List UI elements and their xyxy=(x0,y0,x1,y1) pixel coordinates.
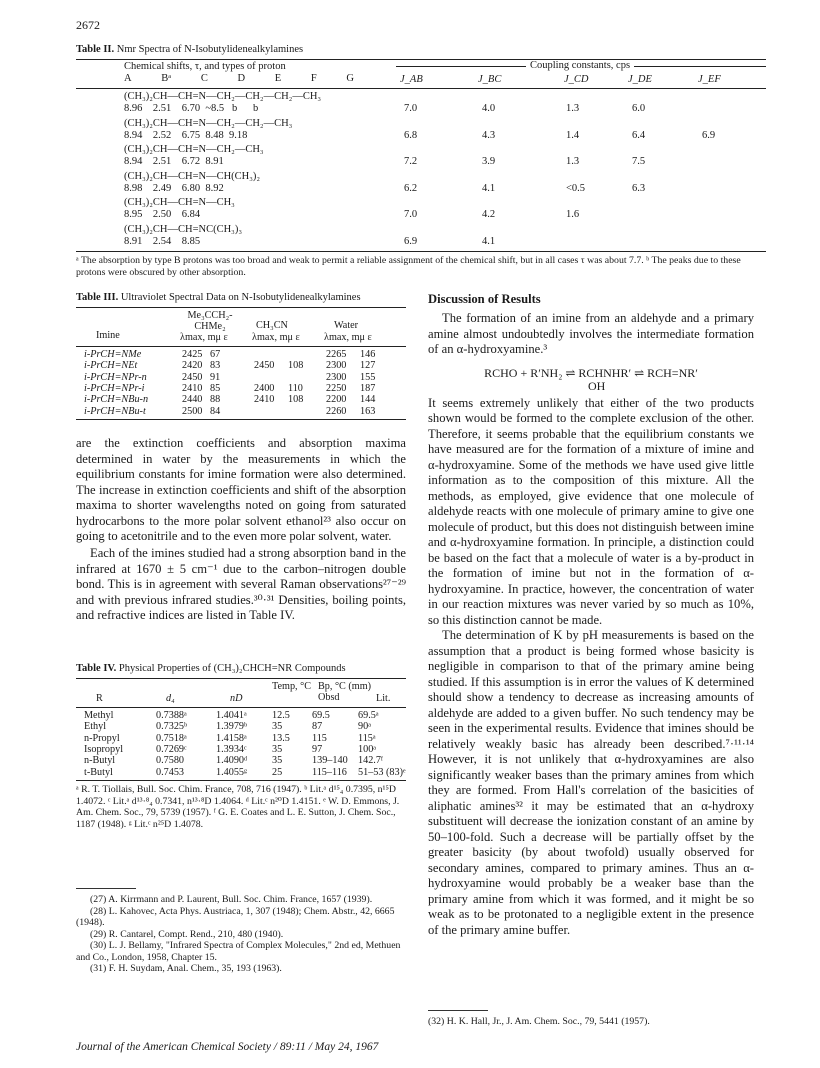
table-3-cell: 146 xyxy=(360,349,376,360)
table-4-cell: 0.7269ᶜ xyxy=(156,743,187,755)
left-paragraph-2: Each of the imines studied had a strong absorption band in the infrared at 1670 ± 5 cm⁻¹ due to the carbon–nitrogen double bond. This is in agreement with several Raman observations²⁷⁻²⁹ and with previous infrared studies.³⁰·³¹ Densities, boiling points, and refractive indices are listed in Table IV. xyxy=(76,546,406,622)
reference-item: (27) A. Kirrmann and P. Laurent, Bull. Soc. Chim. France, 1657 (1939). xyxy=(90,894,373,905)
table-2-shifts: 8.94 2.52 6.75 8.48 9.18 xyxy=(124,129,248,141)
right-column xyxy=(428,292,754,1027)
references-left xyxy=(76,894,406,975)
table-4-header: R d₄ nD Temp, °C Bp, °C (mm) Obsd Lit. xyxy=(96,681,391,704)
table-2-coupling: 6.2 xyxy=(404,182,418,194)
table-3-cell: i-PrCH=NBu-n xyxy=(84,394,149,406)
shift-header: Chemical shifts, τ, and types of proton xyxy=(124,61,286,72)
table-3-cell: 144 xyxy=(360,394,376,406)
table-3-cell: 2425 xyxy=(182,349,203,360)
table-2-coupling: 4.0 xyxy=(482,103,496,114)
table-4-cell: 1.3979ᵇ xyxy=(216,721,248,733)
left-paragraph-1: are the extinction coefficients and absorption maxima determined in water by the measurements in which the equilibrium constants for imine formation were also determined. The increase in extinction coefficients and shift of the absorption maxima to shorter wavelengths noted on going from saturated hydrocarbons to the more polar solvent ethanol²³ also occur on going to acetonitrile and to the even more polar solvent, water. xyxy=(76,436,406,543)
table-2-coupling: 1.3 xyxy=(566,156,580,167)
table-3-cell: 2410 xyxy=(254,394,275,406)
table-2-shifts: 8.96 2.51 6.70 ~8.5 b b xyxy=(124,103,259,114)
table-4-cell: 12.5 xyxy=(272,710,290,721)
table-4-cell: 97 xyxy=(312,743,323,755)
table-2-coupling: 4.2 xyxy=(482,209,496,220)
right-paragraph-2: It seems extremely unlikely that either of the two products shown would be formed to the complete exclusion of the other. Therefore, it seems probable that the equilibrium constants we have measured are for the formation of a mixture of imine and α-hydroxyamine. Some of the methods we have used give little information as to the composition of this mixture. All the methods, as employed, give evidence that one molecule of aldehyde reacts with one molecule of primary amine to give one molecule of product, but this does not distinguish between imine and α-hydroxyamine formation. In principle, a distinction could be based on the fact that a molecule of water is a by-product in the formation of imine but not in the formation of α-hydroxyamine. In practice, however, the concentration of water in our reaction mixtures was never varied by so much as 10%, so this distinction cannot be made. xyxy=(428,395,754,627)
table-3-cell: 110 xyxy=(288,382,303,394)
table-3-cell: 2265 xyxy=(326,349,347,360)
table-3-cell: 88 xyxy=(210,394,221,406)
reference-item: (30) L. J. Bellamy, "Infrared Spectra of Complex Molecules," 2nd ed, Methuen and Co., London, 1958, Chapter 15. xyxy=(76,940,401,963)
table-2-shifts: 8.98 2.49 6.80 8.92 xyxy=(124,182,224,194)
table-2-coupling: 4.1 xyxy=(482,235,496,247)
table-3-cell: 2500 xyxy=(182,405,203,417)
table-4-cell: Methyl xyxy=(84,710,114,721)
table-4-cell: 115–116 xyxy=(312,766,347,778)
table-2-coupling: 7.2 xyxy=(404,156,418,167)
table-4-cell: 51–53 (83)ᵉ xyxy=(358,766,406,778)
table-4-cell: Isopropyl xyxy=(84,743,124,755)
table-3-cell: 2260 xyxy=(326,405,347,417)
table-3-cell: i-PrCH=NBu-t xyxy=(84,405,146,417)
table-3-cell: i-PrCH=NMe xyxy=(84,349,142,360)
table-3-cell: 85 xyxy=(210,382,221,394)
table-2-formula: (CH₃)₂CH—CH=N—CH₂—CH₂—CH₃ xyxy=(124,117,293,129)
table-2-coupling: 7.0 xyxy=(404,209,418,220)
table-4-cell: Ethyl xyxy=(84,721,107,733)
table-4-cell: 115ᵃ xyxy=(358,732,376,744)
table-2-coupling: 7.5 xyxy=(632,156,646,167)
table-2-formula: (CH₃)₂CH—CH=N—CH₂—CH₂—CH₂—CH₃ xyxy=(124,91,322,102)
table-3-cell: 91 xyxy=(210,371,221,383)
table-4-cell: 0.7580 xyxy=(156,755,185,767)
table-2-coupling: 3.9 xyxy=(482,156,496,167)
table-3-cell: 127 xyxy=(360,360,376,372)
table-4-cell: 87 xyxy=(312,721,323,733)
right-paragraph-3: The determination of K by pH measurements is based on the assumption that a product is being formed whose basicity is negligible in comparison to that of the primary amine being studied. If this assumption is in error the values of K determined should show a tendency to decrease as increasing amounts of aldehyde are added to a given buffer. No such tendency may be seen in the experimental results. Evidence that imines should be relatively weakly basic has already been described.⁷·¹¹·¹⁴ However, it is not unlikely that α-hydroxyamines are also significantly weaker bases than the primary amines from which they are formed. From Hall's correlation of the basicities of aliphatic amines³² it may be estimated that an α-hydroxy substituent will decrease the ionization constant of an amine by 50–100-fold. Such a decrease will be partially offset by the greater basicity (by about twofold) usually observed for secondary amines, compared to primary amines. Thus an α-hydroxyamine would probably be a weaker base than the primary amine from which it was formed, and it might be so weak as to be protonated to a negligible extent in the presence of the primary amine buffer. xyxy=(428,628,754,937)
table-3 xyxy=(76,292,406,420)
journal-footer: Journal of the American Chemical Society / 89:11 / May 24, 1967 xyxy=(76,1041,379,1053)
table-3-cell: 84 xyxy=(210,405,221,417)
coupling-header: Coupling constants, cps xyxy=(526,60,634,71)
table-3-cell: 155 xyxy=(360,371,376,383)
table-3-cell: i-PrCH=NEt xyxy=(84,360,138,372)
table-3-cell: 108 xyxy=(288,394,304,406)
table-3-cell: 163 xyxy=(360,405,376,417)
table-2-coupling: 6.9 xyxy=(702,129,716,141)
table-2-formula: (CH₃)₂CH—CH=N—CH(CH₃)₂ xyxy=(124,170,261,182)
table-4-cell: 115 xyxy=(312,732,327,744)
table-3-cell: i-PrCH=NPr-n xyxy=(84,371,147,383)
table-3-cell: 2410 xyxy=(182,382,203,394)
table-4-cell: 35 xyxy=(272,721,283,733)
table-3-header: Imine Me₃CCH₂-CHMe₂ CH₃CN Water λmax, mμ ε λmax, mμ ε λmax, mμ ε xyxy=(96,310,372,343)
table-4-cell: 35 xyxy=(272,755,283,767)
reference-item: (28) L. Kahovec, Acta Phys. Austriaca, 1, 307 (1948); Chem. Abstr., 42, 6665 (1948). xyxy=(76,905,395,928)
table-2-coupling: 6.9 xyxy=(404,235,418,247)
reference-item: (29) R. Cantarel, Compt. Rend., 210, 480 (1940). xyxy=(90,928,284,940)
table-4-cell: 0.7518ᵃ xyxy=(156,732,187,744)
table-2-coupling: 6.4 xyxy=(632,129,646,141)
table-3-cell: 2400 xyxy=(254,382,275,394)
table-4 xyxy=(76,663,406,830)
table-4-cell: 1.4041ᵃ xyxy=(216,710,247,721)
reference-item: (31) F. H. Suydam, Anal. Chem., 35, 193 (1963). xyxy=(90,963,282,974)
table-2-coupling: 6.3 xyxy=(632,182,646,194)
table-3-cell: 83 xyxy=(210,360,221,372)
table-2-coupling: 1.3 xyxy=(566,103,580,114)
table-4-cell: 0.7325ᵇ xyxy=(156,721,188,733)
table-2-coupling: 7.0 xyxy=(404,103,418,114)
table-3-cell: i-PrCH=NPr-i xyxy=(84,382,145,394)
table-4-cell: n-Propyl xyxy=(84,732,120,744)
table-2-coupling: 4.1 xyxy=(482,182,496,194)
table-4-cell: 69.5 xyxy=(312,710,330,721)
table-3-cell: 2440 xyxy=(182,394,203,406)
table-2-formula: (CH₃)₂CH—CH=N—CH₂—CH₃ xyxy=(124,144,264,155)
table-4-cell: 35 xyxy=(272,743,283,755)
table-4-cell: 1.3934ᶜ xyxy=(216,743,247,755)
table-4-footnotes: ᵃ R. T. Tiollais, Bull. Soc. Chim. France, 708, 716 (1947). ᵇ Lit.ᵃ d¹⁵₄ 0.7395, n¹⁵D 1.4072. ᶜ Lit.ᵃ d¹³·⁸₄ 0.7341, n¹³·⁸D 1.4064. ᵈ Lit.ᶜ n²⁰D 1.4151. ᵉ W. D. Emmons, J. Am. Chem. Soc., 79, 5739 (1957). ᶠ G. E. Coates and L. E. Sutton, J. Chem. Soc., 1187 (1948). ᵍ Lit.ᶜ n²⁵D 1.4078. xyxy=(76,784,400,830)
table-3-cell: 2300 xyxy=(326,371,347,383)
table-4-cell: 13.5 xyxy=(272,732,290,744)
section-heading: Discussion of Results xyxy=(428,292,541,306)
table-4-body xyxy=(76,708,406,780)
table-4-cell: 1.4090ᵈ xyxy=(216,755,248,767)
table-3-body xyxy=(76,347,406,419)
reference-32: (32) H. K. Hall, Jr., J. Am. Chem. Soc., 79, 5441 (1957). xyxy=(428,1016,650,1027)
table-4-cell: 1.4055ᵍ xyxy=(216,766,248,778)
table-2-coupling: <0.5 xyxy=(566,182,586,194)
table-2-footnote: ᵃ The absorption by type B protons was too broad and weak to permit a reliable assignment of the chemical shift, but in all cases τ was about 7.7. ᵇ The peaks due to these protons were obscured by other absorption. xyxy=(76,255,741,278)
table-4-cell: 100ᵃ xyxy=(358,743,377,755)
table-3-cell: 108 xyxy=(288,360,304,372)
table-4-cell: 1.4158ᵃ xyxy=(216,732,247,744)
table-3-cell: 2200 xyxy=(326,394,347,406)
table-2-coupling: 4.3 xyxy=(482,129,496,141)
table-4-cell: t-Butyl xyxy=(84,766,113,778)
table-3-cell: 187 xyxy=(360,382,376,394)
table-4-cell: 0.7453 xyxy=(156,766,185,778)
table-3-cell: 2450 xyxy=(254,360,275,372)
table-2-caption: Table II. Nmr Spectra of N-Isobutylidenealkylamines xyxy=(76,44,304,55)
table-2-coupling: 6.8 xyxy=(404,129,418,141)
table-2 xyxy=(76,44,766,278)
proton-type-header: A Bᵃ C D E F G xyxy=(124,73,354,84)
table-3-cell: 2420 xyxy=(182,360,203,372)
table-4-cell: 69.5ᵃ xyxy=(358,710,379,721)
table-2-shifts: 8.95 2.50 6.84 xyxy=(124,209,201,220)
table-3-caption: Table III. Ultraviolet Spectral Data on N-Isobutylidenealkylamines xyxy=(76,292,361,303)
table-2-formula: (CH₃)₂CH—CH=N—CH₃ xyxy=(124,197,235,208)
table-4-cell: 142.7ᶠ xyxy=(358,755,384,767)
table-3-cell: 2450 xyxy=(182,371,203,383)
table-4-cell: 139–140 xyxy=(312,755,348,767)
table-2-coupling: 6.0 xyxy=(632,103,646,114)
table-2-body xyxy=(76,89,766,251)
table-2-shifts: 8.91 2.54 8.85 xyxy=(124,235,201,247)
table-4-cell: 0.7388ᵃ xyxy=(156,710,187,721)
table-3-cell: 67 xyxy=(210,349,221,360)
right-paragraph-1: The formation of an imine from an aldehyde and a primary amine almost undoubtedly involves the intermediate formation of an α-hydroxyamine.³ xyxy=(428,311,754,356)
table-2-coupling: 1.4 xyxy=(566,129,580,141)
table-3-cell: 2250 xyxy=(326,382,347,394)
table-4-cell: n-Butyl xyxy=(84,755,116,767)
table-4-cell: 90ᵃ xyxy=(358,721,371,733)
table-2-formula: (CH₃)₂CH—CH=NC(CH₃)₃ xyxy=(124,223,242,235)
table-4-cell: 25 xyxy=(272,766,283,778)
page-number: 2672 xyxy=(76,18,100,32)
table-2-coupling: 1.6 xyxy=(566,209,580,220)
equation: RCHO + R′NH₂ ⇌ RCHNHR′ ⇌ RCH=NR′ OH xyxy=(484,365,698,393)
table-2-shifts: 8.94 2.51 6.72 8.91 xyxy=(124,156,224,167)
table-4-caption: Table IV. Physical Properties of (CH₃)₂CHCH=NR Compounds xyxy=(76,663,346,674)
table-2-header: Chemical shifts, τ, and types of proton A Bᵃ C D E F G Coupling constants, cps J_AB J_BC J_CD J_DE J_EF xyxy=(76,60,766,88)
table-3-cell: 2300 xyxy=(326,360,347,372)
